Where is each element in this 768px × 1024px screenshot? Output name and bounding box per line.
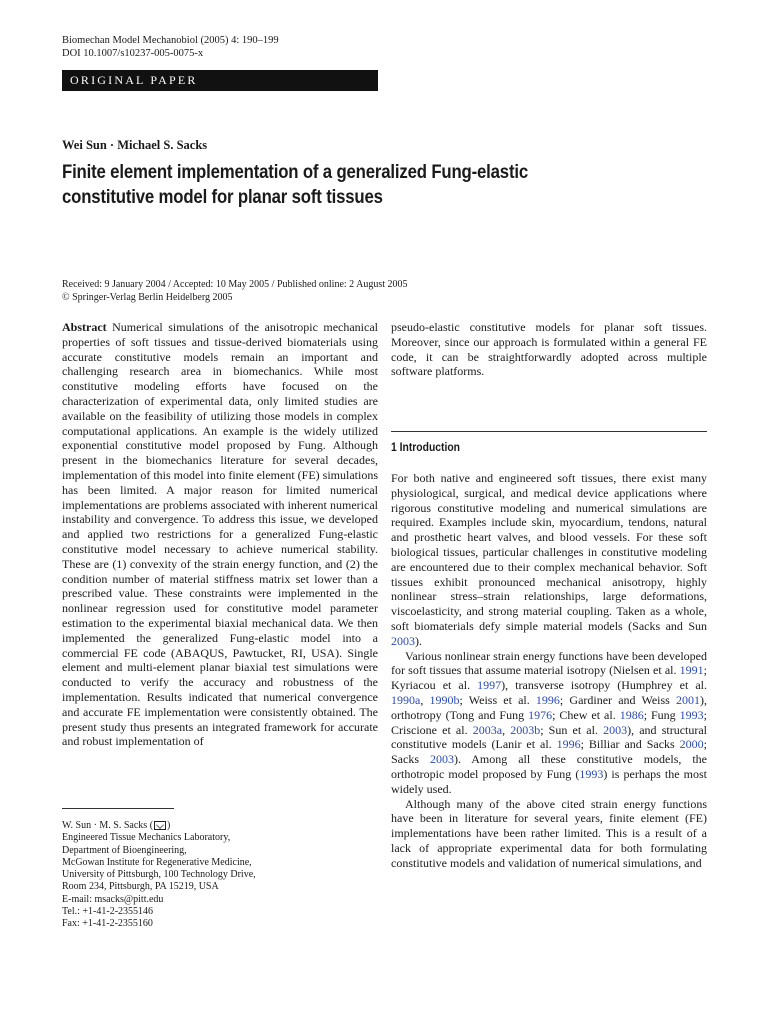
copyright-line: © Springer-Verlag Berlin Heidelberg 2005 xyxy=(62,292,233,303)
abstract-label: Abstract xyxy=(62,320,107,334)
abstract-continuation: pseudo-elastic constitutive models for planar soft tissues. Moreover, since our approach is formulated within a general FE code, it can be straightforwardly adopted across multiple software platforms. xyxy=(391,320,707,379)
intro-paragraph-3: Although many of the above cited strain energy functions have been in literature for several years, finite element (FE) implementations have been rather limited. This is a result of a lack of appropriate experimental data for both formulating constitutive models and validation of numerical simulations, and xyxy=(391,796,707,870)
affiliation-line: University of Pittsburgh, 100 Technology Drive, xyxy=(62,869,256,881)
footnote-rule xyxy=(62,808,174,809)
intro-text: ; Chew et al. xyxy=(552,707,620,722)
citation-link[interactable]: 1986 xyxy=(619,707,644,722)
intro-text: Various nonlinear strain energy functions have been developed for soft tissues that assume material isotropy (Nielsen et al. xyxy=(391,648,707,678)
intro-text: , xyxy=(502,722,511,737)
intro-text: ), and structural constitutive models (Lanir et al. xyxy=(391,722,708,752)
affiliation-names-close: ) xyxy=(167,820,171,831)
journal-citation: Biomechan Model Mechanobiol (2005) 4: 190–199 xyxy=(62,35,279,46)
envelope-icon[interactable] xyxy=(154,821,166,830)
publication-dates xyxy=(62,278,408,304)
citation-link[interactable]: 1996 xyxy=(535,692,560,707)
intro-text: ; Sacks xyxy=(391,737,707,767)
citation-link[interactable]: 1993 xyxy=(679,707,704,722)
intro-text: For both native and engineered soft tissues, there exist many physiological, surgical, and medical device applications where rigorous constitutive modeling and numerical simulations are required. Examples include skin, myocardium, tendons, natural and prosthetic heart valves, and blood vessels. For these soft biological tissues, particular challenges in constitutive modeling are encountered due to their complex mechanical behavior. Soft tissues exhibit pronounced mechanical anisotropy, highly nonlinear stress–strain relationships, large deformations, viscoelasticity, and strong material coupling. Taken as a whole, soft biomaterials defy simple material models (Sacks and Sun xyxy=(391,471,707,633)
affiliation-line: Engineered Tissue Mechanics Laboratory, xyxy=(62,832,231,844)
intro-paragraph-1 xyxy=(391,471,707,649)
article-title: Finite element implementation of a generalized Fung-elastic constitutive model for planar soft tissues xyxy=(62,161,529,208)
journal-header xyxy=(62,34,279,60)
intro-text: ; Weiss et al. xyxy=(459,692,536,707)
affiliation-email[interactable]: E-mail: msacks@pitt.edu xyxy=(62,893,164,905)
affiliation-fax: Fax: +1-41-2-2355160 xyxy=(62,918,153,930)
citation-link[interactable]: 2003b xyxy=(510,722,541,737)
intro-text: , xyxy=(420,692,430,707)
intro-text: ; Sun et al. xyxy=(540,722,604,737)
intro-text: ) is perhaps the most widely used. xyxy=(391,766,707,796)
author-affiliation xyxy=(62,820,256,931)
intro-text: ; Billiar and Sacks xyxy=(580,737,680,752)
intro-text: ), transverse isotropy (Humphrey et al. xyxy=(501,678,707,693)
citation-link[interactable]: 2003 xyxy=(603,722,628,737)
citation-link[interactable]: 2003 xyxy=(391,633,415,648)
citation-link[interactable]: 1976 xyxy=(528,707,553,722)
author-list: Wei Sun · Michael S. Sacks xyxy=(62,138,208,152)
citation-link[interactable]: 2003 xyxy=(429,752,454,767)
section-rule xyxy=(391,431,707,432)
journal-doi[interactable]: DOI 10.1007/s10237-005-0075-x xyxy=(62,48,204,59)
intro-text: ; Fung xyxy=(643,707,680,722)
abstract xyxy=(62,320,378,749)
abstract-text: Numerical simulations of the anisotropic mechanical properties of soft tissues and tissue-derived biomaterials using accurate constitutive models remain an important and challenging research area in biomechanics. While most constitutive modeling efforts have focused on the characterization of experimental data, only limited studies are available on the feasibility of utilizing those models in complex computational applications. An example is the widely utilized exponential constitutive model proposed by Fung. Although present in the biomechanics literature for several decades, implementation of this model into finite element (FE) simulations has been limited. A major reason for limited numerical implementations are problems associated with inherent numerical instability and convergence. To address this issue, we developed and applied two restrictions for a generalized Fung-elastic constitutive model necessary to achieve numerical stability. These are (1) convexity of the strain energy function, and (2) the condition number of material stiffness matrix set lower than a prescribed value. These constraints were implemented in the nonlinear regression used for constitutive model parameter estimation to the experimental biaxial mechanical data. We then implemented the generalized Fung-elastic model into a commercial FE code (ABAQUS, Pawtucket, RI, USA). Single element and multi-element planar biaxial test simulations were conducted to verify the accuracy and robustness of the implementation. Results indicated that numerical convergence and accurate FE implementation were consistently obtained. The present study thus presents an integrated framework for accurate and robust implementation of xyxy=(62,320,379,749)
affiliation-line: Department of Bioengineering, xyxy=(62,844,187,856)
citation-link[interactable]: 2000 xyxy=(679,737,704,752)
citation-link[interactable]: 2003a xyxy=(472,722,503,737)
intro-text: ; Criscione et al. xyxy=(391,707,708,737)
affiliation-names xyxy=(62,820,256,832)
abstract-continuation-column xyxy=(391,320,707,379)
citation-link[interactable]: 1991 xyxy=(679,663,704,678)
intro-text: ; Gardiner and Weiss xyxy=(559,692,676,707)
citation-link[interactable]: 1996 xyxy=(556,737,581,752)
citation-link[interactable]: 2001 xyxy=(676,692,700,707)
introduction-body xyxy=(391,471,707,871)
article-type-banner: ORIGINAL PAPER xyxy=(62,70,378,91)
citation-link[interactable]: 1993 xyxy=(579,766,604,781)
intro-text: ), orthotropy (Tong and Fung xyxy=(391,692,707,722)
intro-text: ; Kyriacou et al. xyxy=(391,663,707,693)
intro-text: ). Among all these constitutive models, the orthotropic model proposed by Fung ( xyxy=(391,752,707,781)
intro-paragraph-2 xyxy=(391,649,707,797)
affiliation-line: McGowan Institute for Regenerative Medicine, xyxy=(62,856,252,868)
intro-text: ). xyxy=(415,633,422,648)
citation-link[interactable]: 1997 xyxy=(477,678,502,693)
citation-link[interactable]: 1990b xyxy=(429,692,460,707)
affiliation-phone: Tel.: +1-41-2-2355146 xyxy=(62,906,154,918)
affiliation-names-text: W. Sun · M. S. Sacks ( xyxy=(62,820,154,831)
abstract-column xyxy=(62,320,378,749)
citation-link[interactable]: 1990a xyxy=(391,692,421,707)
dates-line: Received: 9 January 2004 / Accepted: 10 May 2005 / Published online: 2 August 2005 xyxy=(62,279,408,290)
section-heading-introduction: 1 Introduction xyxy=(391,442,461,454)
affiliation-line: Room 234, Pittsburgh, PA 15219, USA xyxy=(62,881,219,893)
